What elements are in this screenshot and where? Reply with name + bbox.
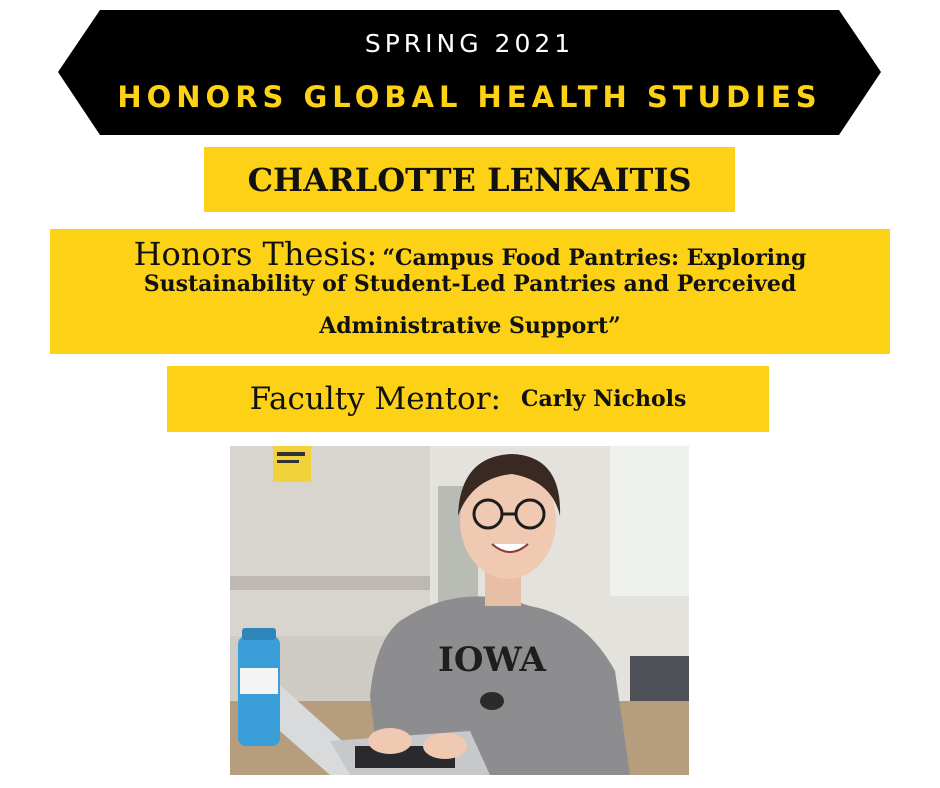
mentor-box [167, 366, 769, 432]
wall-poster [273, 446, 311, 482]
whiteboard [610, 446, 689, 596]
mentor-label: Faculty Mentor: [249, 381, 501, 417]
mentor-name: Carly Nichols [520, 386, 687, 412]
thesis-title-line-1: “Campus Food Pantries: Exploring [382, 245, 807, 271]
bottle-cap [242, 628, 276, 640]
left-wall [230, 446, 440, 636]
poster-text-bar [277, 452, 305, 456]
wall-rail [230, 576, 430, 590]
thesis-title-line-2: Sustainability of Student-Led Pantries and Perceived [143, 271, 797, 297]
program-title: HONORS GLOBAL HEALTH STUDIES [117, 80, 822, 114]
hawkeye-logo-icon [480, 692, 504, 710]
student-name-box [204, 147, 735, 212]
poster-text-bar [277, 460, 299, 463]
semester-label: SPRING 2021 [364, 29, 575, 58]
thesis-first-line [50, 235, 890, 273]
sweatshirt-text: IOWA [438, 640, 546, 680]
student-photo [230, 446, 689, 775]
thesis-title-line-3: Administrative Support” [319, 313, 621, 339]
bottle-sticker [240, 668, 278, 694]
header-banner [58, 10, 881, 135]
right-hand [423, 733, 467, 759]
student-name: CHARLOTTE LENKAITIS [247, 160, 692, 199]
thesis-label: Honors Thesis: [133, 235, 378, 273]
photo-illustration [230, 446, 689, 775]
thesis-box [50, 229, 890, 354]
left-hand [368, 728, 412, 754]
